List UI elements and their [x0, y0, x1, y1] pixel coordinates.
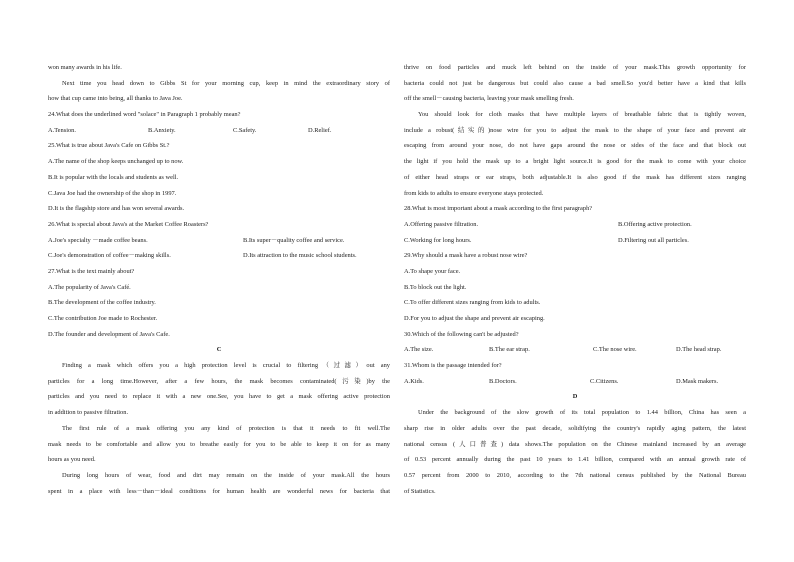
section-c-heading: C — [216, 346, 222, 354]
right-column — [404, 60, 746, 499]
question-28-options-cd — [404, 233, 746, 249]
option-b: B.To block out the light. — [404, 283, 467, 291]
passage-c-paragraph-1: particles for a long time.However, after a few hours, the mask becomes contaminated(污染)by the — [48, 377, 390, 385]
question-30: 30.Which of the following can't be adjusted? — [404, 330, 519, 338]
option-d: D.It is the flagship store and has won several awards. — [48, 205, 185, 213]
option-c: C.Working for long hours. — [404, 236, 472, 244]
passage-c-paragraph-1: particles and you need to replace it with a new one.See, you have to get a mask offering active protection — [48, 393, 390, 401]
option-c: C.To offer different sizes ranging from kids to adults. — [404, 299, 541, 307]
passage-c-paragraph-2: mask needs to be comfortable and allow you to breathe easily for you to be able to keep it on for as many — [48, 440, 390, 448]
option-d: D.Mask makers. — [676, 377, 719, 385]
option-d: D.The head strap. — [676, 346, 722, 354]
option-a: A.The popularity of Java's Café. — [48, 283, 131, 291]
question-28: 28.What is most important about a mask according to the first paragraph? — [404, 205, 593, 213]
left-column — [48, 60, 390, 499]
option-a: A.To shape your face. — [404, 267, 461, 275]
option-c: C.The contribution Joe made to Rochester. — [48, 315, 158, 322]
passage-c-paragraph-4: include a robust(结实的)nose wire for you to adjust the mask to the shape of your face and prevent air — [404, 126, 746, 134]
option-d: D.The founder and development of Java's Cafe. — [48, 330, 170, 338]
option-a: A.The size. — [404, 346, 434, 354]
option-a: A.The name of the shop keeps unchanged up to now. — [48, 158, 184, 166]
passage-d-paragraph-1: Under the background of the slow growth of its total population to 1.44 billion, China has seen a — [418, 409, 746, 417]
passage-c-paragraph-2: The first rule of a mask offering you any kind of protection is that it needs to fit well.The — [62, 424, 390, 432]
question-26: 26.What is special about Java's at the Market Coffee Roasters? — [48, 220, 209, 228]
question-24-options — [48, 123, 390, 139]
option-a: A.Joe's specialty －made coffee beans. — [48, 236, 148, 244]
option-b: B.The ear strap. — [489, 346, 530, 354]
option-d: D.Filtering out all particles. — [618, 236, 689, 244]
option-d: D.Relief. — [308, 126, 332, 134]
passage-b-paragraph: how that cup came into being, all thanks to Java Joe. — [48, 95, 183, 103]
option-a: A.Offering passive filtration. — [404, 220, 479, 228]
passage-c-paragraph-1: in addition to passive filtration. — [48, 409, 129, 417]
passage-c-paragraph-3: During long hours of wear, food and dirt may remain on the inside of your mask.All the hours — [62, 471, 390, 479]
question-31-options — [404, 374, 746, 390]
passage-d-paragraph-1: of 0.53 percent annually during the past 10 years to 1.41 billion, compared with an annual growth rate of — [404, 456, 746, 464]
passage-d-paragraph-1: of Statistics. — [404, 487, 436, 495]
option-c: C.Safety. — [233, 126, 257, 134]
option-a: A.Tension. — [48, 126, 76, 134]
section-d-heading: D — [572, 393, 578, 401]
passage-c-paragraph-4: the light if you hold the mask up to a bright light source.It is good for the mask to come with your choice — [404, 158, 746, 166]
question-25: 25.What is true about Java's Cafe on Gibbs St.? — [48, 142, 170, 150]
question-28-options-ab — [404, 217, 746, 233]
option-a: A.Kids. — [404, 377, 424, 385]
passage-c-paragraph-3: bacteria could not just be dangerous but could also cause a bad smell.So you'd better have a kind that kills — [404, 79, 746, 87]
passage-c-paragraph-3: off the smell－causing bacteria, leaving your mask smelling fresh. — [404, 95, 574, 103]
question-31: 31.Whom is the passage intended for? — [404, 362, 502, 370]
option-c: C.Java Joe had the ownership of the shop in 1997. — [48, 189, 177, 197]
option-b: B.It is popular with the locals and students as well. — [48, 173, 179, 181]
option-b: B.Anxiety. — [148, 126, 176, 134]
passage-d-paragraph-1: national census (人口普查) data shows.The population on the Chinese mainland increased by an average — [404, 440, 746, 448]
option-d: D.Its attraction to the music school students. — [243, 252, 357, 260]
passage-c-paragraph-4: You should look for cloth masks that have multiple layers of breathable fabric that is tightly woven, — [418, 111, 746, 119]
option-c: C.Joe's demonstration of coffee－making skills. — [48, 252, 171, 260]
option-b: B.Its super－quality coffee and service. — [243, 236, 345, 244]
question-26-options-ab — [48, 233, 390, 249]
question-30-options — [404, 342, 746, 358]
question-29: 29.Why should a mask have a robust nose wire? — [404, 252, 528, 260]
passage-d-paragraph-1: sharp rise in older adults over the past decade, solidifying the country's rapidly aging pattern, the latest — [404, 424, 746, 432]
passage-c-paragraph-3: thrive on food particles and muck left behind on the inside of your mask.This growth opportunity for — [404, 64, 746, 71]
passage-b-ending-line: won many awards in his life. — [48, 64, 122, 71]
option-b: B.Offering active protection. — [618, 220, 692, 228]
passage-c-paragraph-4: from kids to adults to ensure everyone stays protected. — [404, 189, 544, 197]
option-b: B.The development of the coffee industry. — [48, 299, 156, 307]
passage-c-paragraph-4: of either head straps or ear straps, both adjustable.It is also good if the mask has different sizes ranging — [404, 173, 746, 181]
passage-b-paragraph: Next time you head down to Gibbs St for your morning cup, keep in mind the extraordinary story of — [62, 79, 390, 87]
passage-d-paragraph-1: 0.57 percent from 2000 to 2010, according to the 7th national census published by the National Bureau — [404, 471, 746, 479]
passage-c-paragraph-3: spent in a place with less－than－ideal conditions for human health are wonderful news for bacteria that — [48, 487, 390, 495]
question-26-options-cd — [48, 248, 390, 264]
passage-c-paragraph-1: Finding a mask which offers you a high protection level is crucial to filtering（过滤）out any — [62, 362, 390, 370]
question-24: 24.What does the underlined word "solace" in Paragraph 1 probably mean? — [48, 111, 241, 119]
option-c: C.Citizens. — [590, 377, 619, 385]
question-27: 27.What is the text mainly about? — [48, 267, 135, 275]
option-c: C.The nose wire. — [593, 346, 637, 354]
passage-c-paragraph-4: escaping from around your nose, do not have gaps around the nose or sides of the face and that block out — [404, 142, 746, 150]
option-b: B.Doctors. — [489, 377, 517, 385]
option-d: D.For you to adjust the shape and prevent air escaping. — [404, 315, 545, 322]
passage-c-paragraph-2: hours as you need. — [48, 456, 96, 464]
